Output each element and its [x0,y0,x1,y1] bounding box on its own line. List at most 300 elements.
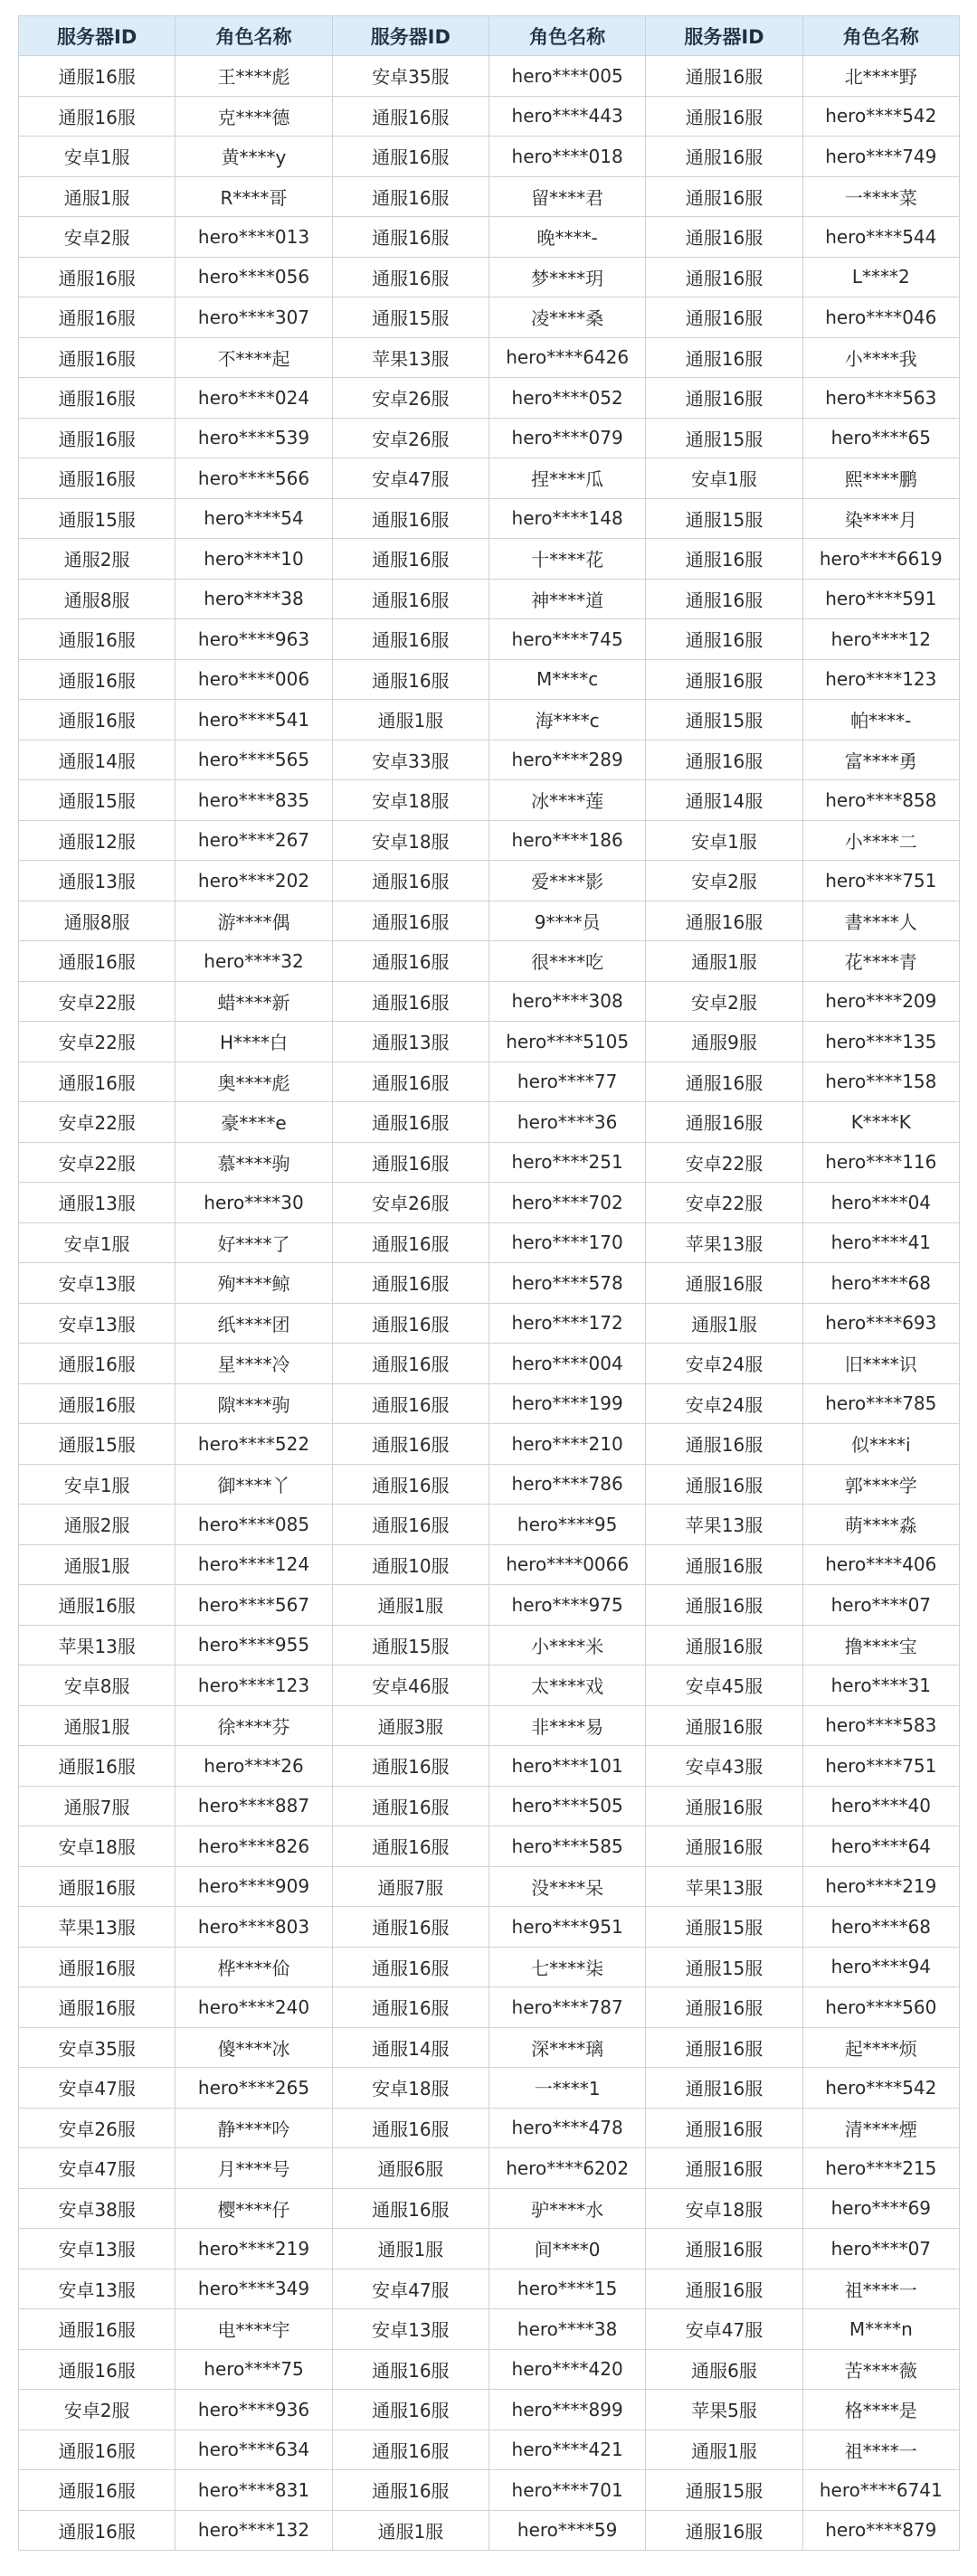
server-id-cell: 通服16服 [332,579,488,619]
role-name-cell: hero****135 [802,1022,959,1062]
role-name-cell: 电****宇 [175,2309,332,2350]
role-name-cell: 熙****鹏 [802,458,959,499]
role-name-cell: 小****二 [802,820,959,861]
server-id-cell: 安卓47服 [646,2309,802,2350]
table-row [19,1383,960,1424]
server-id-cell: 通服16服 [646,2269,802,2309]
role-name-cell: hero****26 [175,1746,332,1787]
role-name-cell: hero****267 [175,820,332,861]
role-name-cell: 十****花 [488,539,645,580]
server-id-cell: 通服7服 [19,1786,175,1826]
role-name-cell: 富****勇 [802,740,959,780]
table-row [19,740,960,780]
role-name-cell: H****白 [175,1022,332,1062]
role-name-cell: hero****693 [802,1303,959,1344]
role-name-cell: hero****186 [488,820,645,861]
server-id-cell: 通服16服 [646,659,802,700]
server-id-cell: 安卓35服 [332,56,488,97]
server-id-cell: 通服15服 [646,1907,802,1948]
role-name-cell: 游****偶 [175,901,332,941]
role-name-cell: hero****07 [802,1585,959,1626]
table-row [19,1907,960,1948]
table-row [19,1464,960,1505]
server-id-cell: 通服16服 [646,740,802,780]
role-name-cell: hero****951 [488,1907,645,1948]
role-name-cell: 染****月 [802,498,959,539]
role-name-cell: hero****30 [175,1183,332,1223]
server-id-cell: 通服16服 [646,1544,802,1585]
role-name-cell: hero****124 [175,1544,332,1585]
server-id-cell: 通服16服 [19,378,175,419]
server-id-cell: 安卓13服 [19,2229,175,2269]
role-name-cell: 郭****学 [802,1464,959,1505]
server-id-cell: 通服13服 [332,1022,488,1062]
server-id-cell: 通服16服 [646,2108,802,2148]
role-name-cell: hero****052 [488,378,645,419]
server-id-cell: 苹果5服 [646,2390,802,2430]
server-id-cell: 通服16服 [332,1344,488,1384]
server-id-cell: 通服16服 [646,1102,802,1143]
role-name-cell: 爱****影 [488,861,645,901]
server-id-cell: 安卓1服 [646,458,802,499]
server-id-cell: 安卓26服 [19,2108,175,2148]
role-name-cell: hero****6741 [802,2470,959,2511]
role-name-cell: hero****12 [802,619,959,660]
role-name-cell: hero****349 [175,2269,332,2309]
server-id-cell: 通服16服 [19,337,175,378]
server-id-cell: 通服16服 [646,257,802,297]
role-name-cell: hero****563 [802,378,959,419]
server-id-cell: 通服1服 [19,176,175,217]
server-id-cell: 安卓22服 [646,1183,802,1223]
header-role-name-1: 角色名称 [175,16,332,56]
role-name-cell: 海****c [488,700,645,741]
role-name-cell: 撸****宝 [802,1625,959,1665]
table-row [19,2027,960,2068]
role-name-cell: 御****丫 [175,1464,332,1505]
server-id-cell: 通服16服 [19,1383,175,1424]
role-name-cell: hero****018 [488,137,645,177]
server-id-cell: 通服16服 [332,1907,488,1948]
server-id-cell: 安卓47服 [332,458,488,499]
server-id-cell: 通服1服 [332,1585,488,1626]
role-name-cell: 帕****- [802,700,959,741]
role-name-cell: 北****野 [802,56,959,97]
server-id-cell: 通服1服 [646,941,802,982]
role-name-cell: 書****人 [802,901,959,941]
role-name-cell: hero****420 [488,2349,645,2390]
server-id-cell: 通服16服 [19,619,175,660]
server-id-cell: 通服16服 [332,901,488,941]
table-row [19,1062,960,1102]
server-id-cell: 通服16服 [332,137,488,177]
role-name-cell: 不****起 [175,337,332,378]
server-id-cell: 通服16服 [332,2108,488,2148]
server-id-cell: 安卓26服 [332,418,488,458]
server-id-cell: 通服1服 [332,2229,488,2269]
role-name-cell: 小****我 [802,337,959,378]
role-name-cell: 桦****佡 [175,1947,332,1987]
table-row [19,176,960,217]
table-row [19,2068,960,2109]
server-id-cell: 安卓24服 [646,1344,802,1384]
header-server-id-1: 服务器ID [19,16,175,56]
table-row [19,2269,960,2309]
server-id-cell: 通服16服 [332,659,488,700]
server-id-cell: 通服8服 [19,579,175,619]
role-name-cell: hero****578 [488,1263,645,1304]
server-id-cell: 通服3服 [332,1705,488,1746]
role-name-cell: hero****591 [802,579,959,619]
role-name-cell: hero****478 [488,2108,645,2148]
table-row [19,2430,960,2470]
role-name-cell: R****哥 [175,176,332,217]
server-id-cell: 通服16服 [646,297,802,338]
server-id-cell: 通服16服 [646,1705,802,1746]
server-id-cell: 通服16服 [19,941,175,982]
table-row [19,1263,960,1304]
server-id-cell: 通服16服 [19,1746,175,1787]
server-id-cell: 安卓2服 [19,2390,175,2430]
role-name-cell: 梦****玥 [488,257,645,297]
role-name-cell: 徐****芬 [175,1705,332,1746]
table-row [19,2108,960,2148]
server-id-cell: 通服16服 [332,2430,488,2470]
server-id-cell: 通服16服 [332,1222,488,1263]
role-name-cell: hero****116 [802,1142,959,1183]
table-row [19,1022,960,1062]
role-name-cell: 祖****一 [802,2430,959,2470]
table-row [19,2188,960,2229]
server-id-cell: 通服14服 [646,780,802,821]
role-name-cell: hero****079 [488,418,645,458]
server-id-cell: 通服16服 [332,1383,488,1424]
role-name-cell: 樱****仔 [175,2188,332,2229]
role-name-cell: 奥****彪 [175,1062,332,1102]
server-id-cell: 安卓2服 [646,981,802,1022]
role-name-cell: hero****32 [175,941,332,982]
role-name-cell: hero****5105 [488,1022,645,1062]
table-row [19,56,960,97]
server-id-cell: 通服16服 [19,96,175,137]
role-name-cell: 纸****团 [175,1303,332,1344]
role-name-cell: hero****831 [175,2470,332,2511]
role-name-cell: 花****青 [802,941,959,982]
server-id-cell: 通服16服 [332,2188,488,2229]
server-id-cell: 通服16服 [646,1464,802,1505]
role-name-cell: 深****璃 [488,2027,645,2068]
server-id-cell: 通服1服 [332,2510,488,2551]
winner-table [18,15,960,2551]
role-name-cell: hero****541 [175,700,332,741]
role-name-cell: hero****219 [175,2229,332,2269]
table-row [19,659,960,700]
role-name-cell: hero****542 [802,96,959,137]
role-name-cell: hero****835 [175,780,332,821]
role-name-cell: hero****634 [175,2430,332,2470]
role-name-cell: hero****308 [488,981,645,1022]
server-id-cell: 通服16服 [646,337,802,378]
table-row [19,337,960,378]
role-name-cell: hero****101 [488,1746,645,1787]
role-name-cell: hero****199 [488,1383,645,1424]
role-name-cell: hero****289 [488,740,645,780]
server-id-cell: 安卓22服 [19,1142,175,1183]
role-name-cell: hero****69 [802,2188,959,2229]
table-row [19,941,960,982]
role-name-cell: 太****戏 [488,1665,645,1706]
role-name-cell: hero****567 [175,1585,332,1626]
role-name-cell: hero****6202 [488,2148,645,2189]
server-id-cell: 通服16服 [332,861,488,901]
server-id-cell: 通服14服 [332,2027,488,2068]
server-id-cell: 通服16服 [332,1062,488,1102]
server-id-cell: 通服16服 [646,217,802,258]
server-id-cell: 通服1服 [646,1303,802,1344]
server-id-cell: 通服16服 [646,1263,802,1304]
role-name-cell: hero****013 [175,217,332,258]
server-id-cell: 通服16服 [646,1826,802,1867]
table-row [19,1625,960,1665]
table-row [19,217,960,258]
table-row [19,780,960,821]
table-row [19,1142,960,1183]
role-name-cell: 一****1 [488,2068,645,2109]
table-row [19,2309,960,2350]
role-name-cell: hero****10 [175,539,332,580]
server-id-cell: 苹果13服 [19,1625,175,1665]
role-name-cell: hero****701 [488,2470,645,2511]
server-id-cell: 通服1服 [332,700,488,741]
server-id-cell: 安卓35服 [19,2027,175,2068]
table-row [19,2349,960,2390]
table-row [19,820,960,861]
role-name-cell: 七****柒 [488,1947,645,1987]
header-role-name-2: 角色名称 [488,16,645,56]
table-row [19,2470,960,2511]
role-name-cell: hero****265 [175,2068,332,2109]
role-name-cell: hero****6619 [802,539,959,580]
server-id-cell: 通服2服 [19,1505,175,1545]
server-id-cell: 安卓18服 [332,2068,488,2109]
role-name-cell: hero****544 [802,217,959,258]
role-name-cell: hero****565 [175,740,332,780]
server-id-cell: 通服16服 [19,458,175,499]
server-id-cell: 通服15服 [646,2470,802,2511]
server-id-cell: 通服15服 [19,1424,175,1465]
role-name-cell: 好****了 [175,1222,332,1263]
table-row [19,1544,960,1585]
table-row [19,700,960,741]
server-id-cell: 通服12服 [19,820,175,861]
role-name-cell: 豪****e [175,1102,332,1143]
server-id-cell: 通服16服 [332,1746,488,1787]
table-row [19,1585,960,1626]
server-id-cell: 通服16服 [19,1866,175,1907]
server-id-cell: 通服13服 [19,1183,175,1223]
table-row [19,539,960,580]
server-id-cell: 通服16服 [19,2309,175,2350]
server-id-cell: 安卓26服 [332,378,488,419]
server-id-cell: 通服16服 [646,2068,802,2109]
role-name-cell: hero****59 [488,2510,645,2551]
role-name-cell: 萌****淼 [802,1505,959,1545]
table-row [19,1786,960,1826]
role-name-cell: hero****64 [802,1826,959,1867]
role-name-cell: hero****210 [488,1424,645,1465]
server-id-cell: 通服1服 [19,1705,175,1746]
header-server-id-3: 服务器ID [646,16,802,56]
role-name-cell: hero****751 [802,861,959,901]
role-name-cell: hero****07 [802,2229,959,2269]
table-row [19,1183,960,1223]
role-name-cell: hero****056 [175,257,332,297]
role-name-cell: 捏****瓜 [488,458,645,499]
table-row [19,1746,960,1787]
role-name-cell: 晚****- [488,217,645,258]
server-id-cell: 通服16服 [332,1947,488,1987]
role-name-cell: hero****560 [802,1987,959,2028]
table-row [19,137,960,177]
role-name-cell: hero****202 [175,861,332,901]
server-id-cell: 安卓2服 [646,861,802,901]
server-id-cell: 通服16服 [332,2470,488,2511]
role-name-cell: hero****085 [175,1505,332,1545]
role-name-cell: hero****749 [802,137,959,177]
role-name-cell: hero****123 [802,659,959,700]
server-id-cell: 苹果13服 [646,1222,802,1263]
role-name-cell: hero****975 [488,1585,645,1626]
server-id-cell: 通服16服 [19,1947,175,1987]
server-id-cell: 通服1服 [646,2430,802,2470]
table-row [19,1344,960,1384]
server-id-cell: 通服16服 [646,1424,802,1465]
server-id-cell: 安卓26服 [332,1183,488,1223]
server-id-cell: 通服16服 [332,1424,488,1465]
server-id-cell: 安卓33服 [332,740,488,780]
role-name-cell: 留****君 [488,176,645,217]
server-id-cell: 通服15服 [19,498,175,539]
server-id-cell: 安卓22服 [19,1102,175,1143]
server-id-cell: 通服16服 [646,137,802,177]
role-name-cell: K****K [802,1102,959,1143]
server-id-cell: 通服16服 [646,539,802,580]
server-id-cell: 通服16服 [646,1585,802,1626]
table-row [19,498,960,539]
table-row [19,1866,960,1907]
server-id-cell: 通服16服 [332,2390,488,2430]
server-id-cell: 通服15服 [646,418,802,458]
table-row [19,2390,960,2430]
role-name-cell: 慕****驹 [175,1142,332,1183]
server-id-cell: 安卓22服 [646,1142,802,1183]
table-row [19,901,960,941]
role-name-cell: hero****41 [802,1222,959,1263]
server-id-cell: 通服16服 [646,2027,802,2068]
server-id-cell: 安卓18服 [19,1826,175,1867]
server-id-cell: 通服10服 [332,1544,488,1585]
server-id-cell: 通服16服 [646,901,802,941]
table-row [19,458,960,499]
role-name-cell: hero****751 [802,1746,959,1787]
role-name-cell: hero****006 [175,659,332,700]
role-name-cell: hero****65 [802,418,959,458]
role-name-cell: hero****240 [175,1987,332,2028]
role-name-cell: hero****542 [802,2068,959,2109]
role-name-cell: 没****呆 [488,1866,645,1907]
server-id-cell: 通服8服 [19,901,175,941]
role-name-cell: hero****54 [175,498,332,539]
role-name-cell: 月****号 [175,2148,332,2189]
table-row [19,1826,960,1867]
table-row [19,619,960,660]
server-id-cell: 通服16服 [332,1142,488,1183]
role-name-cell: hero****95 [488,1505,645,1545]
server-id-cell: 通服16服 [332,1505,488,1545]
server-id-cell: 通服2服 [19,539,175,580]
server-id-cell: 安卓1服 [19,1464,175,1505]
role-name-cell: hero****858 [802,780,959,821]
role-name-cell: hero****046 [802,297,959,338]
winner-list-container [18,15,959,2551]
server-id-cell: 安卓46服 [332,1665,488,1706]
role-name-cell: 非****易 [488,1705,645,1746]
role-name-cell: hero****505 [488,1786,645,1826]
server-id-cell: 通服16服 [646,96,802,137]
server-id-cell: 通服1服 [19,1544,175,1585]
table-row [19,96,960,137]
role-name-cell: hero****215 [802,2148,959,2189]
server-id-cell: 苹果13服 [646,1505,802,1545]
server-id-cell: 通服16服 [332,1263,488,1304]
server-id-cell: 通服16服 [332,217,488,258]
server-id-cell: 通服6服 [646,2349,802,2390]
server-id-cell: 通服16服 [332,1826,488,1867]
server-id-cell: 安卓43服 [646,1746,802,1787]
server-id-cell: 通服16服 [19,418,175,458]
server-id-cell: 通服16服 [332,941,488,982]
server-id-cell: 通服16服 [19,257,175,297]
role-name-cell: hero****899 [488,2390,645,2430]
server-id-cell: 通服16服 [646,56,802,97]
server-id-cell: 安卓47服 [332,2269,488,2309]
role-name-cell: hero****909 [175,1866,332,1907]
role-name-cell: hero****219 [802,1866,959,1907]
server-id-cell: 通服16服 [646,378,802,419]
server-id-cell: 通服14服 [19,740,175,780]
role-name-cell: hero****421 [488,2430,645,2470]
server-id-cell: 通服15服 [646,498,802,539]
role-name-cell: hero****40 [802,1786,959,1826]
header-role-name-3: 角色名称 [802,16,959,56]
server-id-cell: 通服16服 [332,981,488,1022]
role-name-cell: hero****15 [488,2269,645,2309]
table-row [19,1222,960,1263]
server-id-cell: 通服16服 [19,2510,175,2551]
role-name-cell: 神****道 [488,579,645,619]
role-name-cell: 清****煙 [802,2108,959,2148]
server-id-cell: 通服15服 [646,1947,802,1987]
table-row [19,861,960,901]
role-name-cell: 克****德 [175,96,332,137]
server-id-cell: 安卓13服 [19,1263,175,1304]
server-id-cell: 通服16服 [19,1344,175,1384]
server-id-cell: 通服16服 [19,2430,175,2470]
server-id-cell: 通服16服 [19,297,175,338]
role-name-cell: hero****879 [802,2510,959,2551]
table-header-row [19,16,960,56]
role-name-cell: 间****0 [488,2229,645,2269]
